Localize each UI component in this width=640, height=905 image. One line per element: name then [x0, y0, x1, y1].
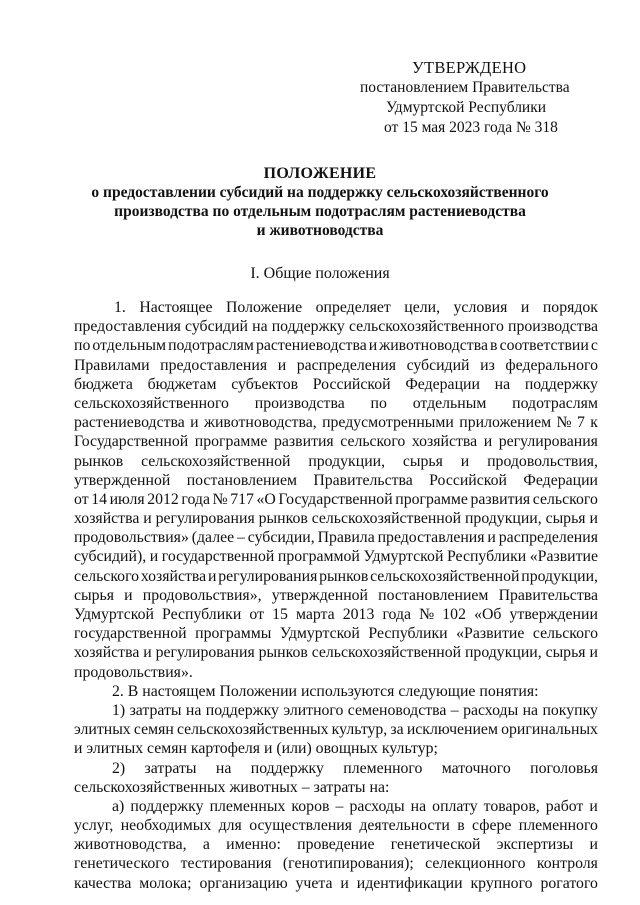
body-line: от 14 июля 2012 года № 717 «О Государственной программе развития сельского [74, 490, 598, 508]
body-line: 2) затраты на поддержку племенного маточного поголовья [112, 759, 598, 777]
body-line: хозяйства и регулирования рынков сельскохозяйственной продукции, сырья и [74, 510, 598, 528]
section-heading: I. Общие положения [250, 265, 390, 282]
body-line: хозяйства и регулирования рынков сельскохозяйственной продукции, сырья и [74, 644, 598, 662]
body-line: Удмуртской Республики от 15 марта 2013 года № 102 «Об утверждении [74, 606, 598, 623]
body-line: генетического тестирования (генотипирования); селекционного контроля [74, 855, 598, 873]
document-subtitle-line-1: о предоставлении субсидий на поддержку сельскохозяйственного [91, 184, 549, 201]
document-subtitle-line-3: и животноводства [256, 222, 384, 239]
body-line: 2. В настоящем Положении используются следующие понятия: [112, 682, 539, 700]
body-line: Государственной программе развития сельского хозяйства и регулирования [74, 433, 598, 451]
approval-line-3: от 15 мая 2023 года № 318 [384, 119, 558, 136]
document-title: ПОЛОЖЕНИЕ [263, 165, 377, 182]
body-line: 1. Настоящее Положение определяет цели, условия и порядок [114, 299, 598, 316]
body-line: государственной программы Удмуртской Республики «Развитие сельского [74, 625, 598, 643]
document-subtitle-line-2: производства по отдельным подотраслям растениеводства [114, 203, 526, 220]
body-line: сельскохозяйственного производства по отдельным подотраслям [74, 394, 598, 412]
body-line: сельскохозяйственных животных – затраты на: [74, 778, 390, 796]
body-line: субсидий), и государственной программой Удмуртской Республики «Развитие [74, 548, 598, 566]
body-line: растениеводства и животноводства, предусмотренными приложением № 7 к [74, 414, 598, 432]
body-line: элитных семян сельскохозяйственных культур, за исключением оригинальных [74, 721, 598, 739]
body-line: сырья и продовольствия», утвержденной постановлением Правительства [74, 586, 598, 604]
body-line: продовольствия». [74, 663, 193, 681]
approval-line-1: постановлением Правительства [360, 79, 570, 96]
body-line: предоставления субсидий на поддержку сельскохозяйственного производства [74, 318, 598, 336]
body-line: и элитных семян картофеля и (или) овощных культур; [74, 740, 438, 758]
body-line: бюджета бюджетам субъектов Российской Федерации на поддержку [74, 375, 598, 393]
body-line: по отдельным подотраслям растениеводства и животноводства в соответствии с [74, 337, 598, 355]
body-line: а) поддержку племенных коров – расходы на оплату товаров, работ и [112, 797, 598, 815]
body-line: утвержденной постановлением Правительства Российской Федерации [74, 471, 598, 489]
body-line: качества молока; организацию учета и идентификации крупного рогатого [74, 874, 598, 892]
approval-header: УТВЕРЖДЕНО [412, 58, 527, 77]
body-line: сельского хозяйства и регулирования рынков сельскохозяйственной продукции, [74, 567, 598, 585]
approval-line-2: Удмуртской Республики [386, 99, 547, 116]
body-line: рынков сельскохозяйственной продукции, сырья и продовольствия, [74, 452, 598, 470]
body-line: 1) затраты на поддержку элитного семеноводства – расходы на покупку [112, 701, 598, 719]
body-line: услуг, необходимых для осуществления деятельности в сфере племенного [74, 817, 598, 835]
body-line: Правилами предоставления и распределения субсидий из федерального [74, 356, 598, 374]
body-text [74, 298, 598, 893]
body-line: продовольствия» (далее – субсидии, Правила предоставления и распределения [74, 529, 598, 547]
approval-block [360, 58, 600, 138]
body-line: животноводства, а именно: проведение генетической экспертизы и [74, 836, 598, 854]
